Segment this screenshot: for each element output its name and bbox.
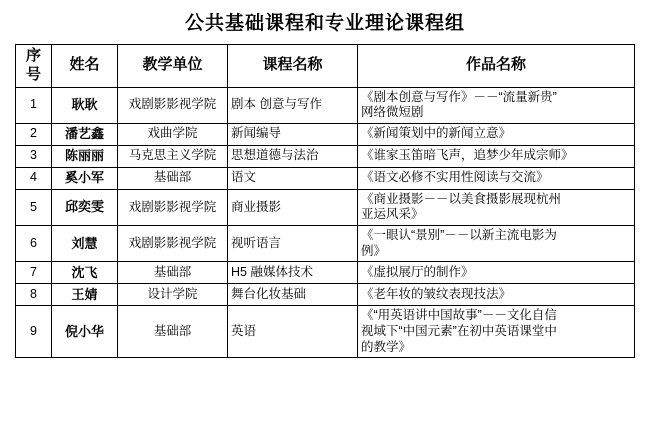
cell-work [358,87,635,123]
work-line: 网络微短剧 [361,105,424,120]
column-header-name: 姓名 [52,45,118,88]
work-line: 《新闻策划中的新闻立意》 [361,126,512,141]
work-line: 《剧本创意与写作》－－“流量新贵” [361,89,557,104]
cell-unit: 马克思主义学院 [118,145,228,167]
cell-unit: 基础部 [118,262,228,284]
cell-num: 7 [16,262,52,284]
column-header-unit: 教学单位 [118,45,228,88]
work-line: 视域下“中国元素”在初中英语课堂中 [361,323,557,338]
cell-num: 1 [16,87,52,123]
work-line: 《老年妆的皱纹表现技法》 [361,286,512,301]
cell-course: 商业摄影 [228,189,358,225]
table-row [16,167,635,189]
table-row [16,306,635,358]
cell-course: 舞台化妆基础 [228,284,358,306]
table-row [16,189,635,225]
table-row [16,226,635,262]
cell-unit: 基础部 [118,306,228,358]
cell-course: 视听语言 [228,226,358,262]
column-header-num: 序号 [16,45,52,88]
page-title: 公共基础课程和专业理论课程组 [184,13,465,34]
work-line: 的教学》 [361,339,412,354]
cell-work [358,284,635,306]
cell-name: 耿耿 [52,87,118,123]
cell-course: 语文 [228,167,358,189]
table-row [16,284,635,306]
cell-work [358,167,635,189]
cell-unit: 戏剧影影视学院 [118,226,228,262]
cell-unit: 戏剧影影视学院 [118,189,228,225]
cell-name: 王婧 [52,284,118,306]
work-line: 《谁家玉笛暗飞声，追梦少年成宗师》 [361,148,574,163]
cell-work [358,306,635,358]
cell-name: 奚小军 [52,167,118,189]
column-header-work: 作品名称 [358,45,635,88]
cell-work [358,262,635,284]
cell-work [358,189,635,225]
table-body [16,87,635,358]
work-line: 亚运风采》 [361,207,424,222]
cell-num: 3 [16,145,52,167]
cell-unit: 戏曲学院 [118,123,228,145]
table-header [16,45,635,88]
cell-course: 剧本 创意与写作 [228,87,358,123]
cell-name: 倪小华 [52,306,118,358]
work-line: 《商业摄影－－以美食摄影展现杭州 [361,191,562,206]
cell-num: 2 [16,123,52,145]
work-line: 《虚拟展厅的制作》 [361,264,474,279]
cell-course: 新闻编导 [228,123,358,145]
cell-course: 英语 [228,306,358,358]
cell-unit: 基础部 [118,167,228,189]
cell-work [358,226,635,262]
course-table [15,44,635,358]
cell-name: 沈飞 [52,262,118,284]
work-line: 《“用英语讲中国故事”－－文化自信 [361,308,557,323]
cell-course: H5 融媒体技术 [228,262,358,284]
cell-name: 陈丽丽 [52,145,118,167]
cell-name: 潘艺鑫 [52,123,118,145]
column-header-course: 课程名称 [228,45,358,88]
cell-work [358,145,635,167]
work-line: 例》 [361,243,387,258]
table-header-row [16,45,635,88]
cell-num: 6 [16,226,52,262]
table-row [16,87,635,123]
cell-name: 邱奕雯 [52,189,118,225]
cell-num: 4 [16,167,52,189]
cell-num: 9 [16,306,52,358]
table-row [16,145,635,167]
work-line: 《一眼认“景别”－－以新主流电影为 [361,228,557,242]
table-row [16,123,635,145]
table-row [16,262,635,284]
cell-num: 5 [16,189,52,225]
cell-course: 思想道德与法治 [228,145,358,167]
work-line: 《语文必修不实用性阅读与交流》 [361,170,549,185]
cell-name: 刘慧 [52,226,118,262]
cell-unit: 设计学院 [118,284,228,306]
cell-unit: 戏剧影影视学院 [118,87,228,123]
cell-work [358,123,635,145]
cell-num: 8 [16,284,52,306]
